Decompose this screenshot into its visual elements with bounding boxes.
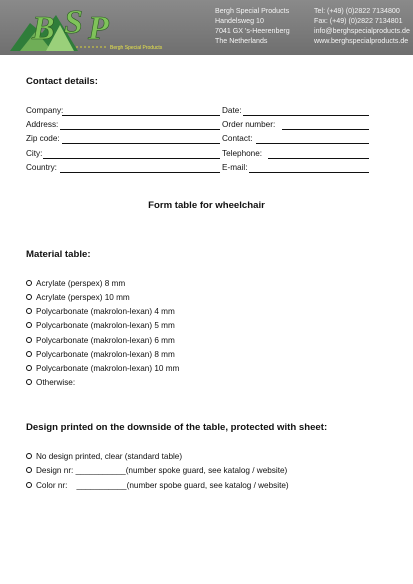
address-field[interactable]	[60, 129, 220, 130]
country-field[interactable]	[60, 172, 220, 173]
radio-icon	[26, 337, 32, 343]
option-label: Otherwise:	[36, 378, 76, 387]
design-option[interactable]	[26, 481, 289, 490]
option-note: (number spoke guard, see katalog / website)	[125, 466, 288, 475]
radio-icon	[26, 467, 32, 473]
letterhead	[0, 0, 413, 55]
field-label-country: Country:	[26, 163, 57, 172]
address-line: The Netherlands	[215, 37, 268, 45]
bsp-logo	[8, 3, 188, 53]
company-address	[215, 6, 290, 46]
option-label: Color nr:	[36, 481, 68, 490]
radio-icon	[26, 280, 32, 286]
address-line: Handelsweg 10	[215, 17, 264, 25]
website-line: www.berghspecialproducts.de	[314, 37, 409, 45]
field-label-city: City:	[26, 149, 43, 158]
contact-field[interactable]	[256, 143, 369, 144]
color-number-blank[interactable]: ___________	[76, 481, 127, 490]
svg-text:Bergh Special Products: Bergh Special Products	[110, 45, 163, 51]
material-option[interactable]	[26, 336, 175, 345]
email-line: info@berghspecialproducts.de	[314, 27, 410, 35]
company-contact	[314, 6, 410, 46]
material-option[interactable]	[26, 307, 175, 316]
radio-icon	[26, 379, 32, 385]
svg-text:B: B	[32, 10, 55, 47]
date-field[interactable]	[243, 115, 369, 116]
address-line: 7041 GX 's-Heerenberg	[215, 27, 290, 35]
option-label: Polycarbonate (makrolon-lexan) 6 mm	[36, 336, 175, 345]
option-label: Polycarbonate (makrolon-lexan) 4 mm	[36, 307, 175, 316]
fax-line: Fax: (+49) (0)2822 7134801	[314, 17, 403, 25]
order-number-field[interactable]	[282, 129, 369, 130]
radio-icon	[26, 453, 32, 459]
field-label-company: Company:	[26, 106, 64, 115]
phone-line: Tel: (+49) (0)2822 7134800	[314, 7, 400, 15]
radio-icon	[26, 482, 32, 488]
design-number-blank[interactable]: ___________	[75, 466, 126, 475]
option-label: Acrylate (perspex) 10 mm	[36, 293, 130, 302]
material-option[interactable]	[26, 293, 130, 302]
material-heading: Material table:	[26, 249, 91, 260]
field-label-date: Date:	[222, 106, 242, 115]
zip-code-field[interactable]	[62, 143, 220, 144]
field-label-contact: Contact:	[222, 134, 253, 143]
material-option-otherwise[interactable]	[26, 378, 75, 387]
material-option[interactable]	[26, 279, 125, 288]
option-label: Polycarbonate (makrolon-lexan) 10 mm	[36, 364, 180, 373]
option-label: Polycarbonate (makrolon-lexan) 5 mm	[36, 321, 175, 330]
field-label-email: E-mail:	[222, 163, 248, 172]
material-option[interactable]	[26, 350, 175, 359]
radio-icon	[26, 351, 32, 357]
material-option[interactable]	[26, 321, 175, 330]
company-field[interactable]	[62, 115, 220, 116]
email-field[interactable]	[249, 172, 369, 173]
option-label: No design printed, clear (standard table)	[36, 452, 183, 461]
field-label-order-number: Order number:	[222, 120, 276, 129]
telephone-field[interactable]	[268, 158, 369, 159]
form-title: Form table for wheelchair	[148, 200, 265, 211]
option-note: (number spobe guard, see katalog / website)	[126, 481, 289, 490]
field-label-telephone: Telephone:	[222, 149, 263, 158]
radio-icon	[26, 322, 32, 328]
material-option[interactable]	[26, 364, 179, 373]
option-label: Acrylate (perspex) 8 mm	[36, 279, 126, 288]
field-label-zip: Zip code:	[26, 134, 60, 143]
design-option[interactable]	[26, 466, 287, 475]
option-label: Polycarbonate (makrolon-lexan) 8 mm	[36, 350, 175, 359]
radio-icon	[26, 308, 32, 314]
svg-text:P: P	[88, 10, 109, 47]
svg-text:S: S	[64, 4, 83, 41]
design-option[interactable]	[26, 452, 182, 461]
city-field[interactable]	[43, 158, 220, 159]
contact-heading: Contact details:	[26, 76, 98, 87]
field-label-address: Address:	[26, 120, 59, 129]
radio-icon	[26, 365, 32, 371]
address-line: Bergh Special Products	[215, 7, 290, 15]
radio-icon	[26, 294, 32, 300]
design-heading: Design printed on the downside of the table, protected with sheet:	[26, 422, 328, 433]
option-label: Design nr:	[36, 466, 74, 475]
